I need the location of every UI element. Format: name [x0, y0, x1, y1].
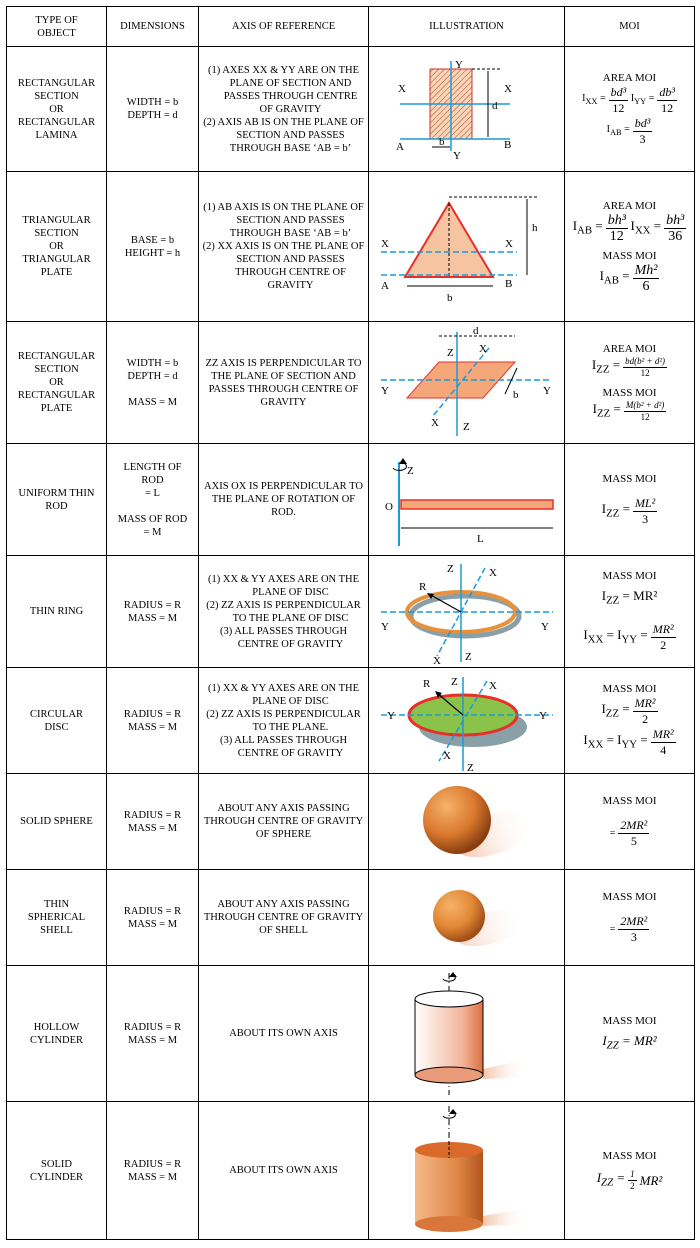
- illustration: [369, 47, 565, 172]
- object-dimensions: RADIUS = R MASS = M: [107, 668, 199, 774]
- header-illustration: ILLUSTRATION: [369, 7, 565, 47]
- label-y: Y: [380, 620, 389, 633]
- table-row: [7, 966, 695, 1102]
- label-r: R: [418, 580, 426, 593]
- moi-title: MASS MOI: [602, 472, 657, 485]
- object-dimensions: WIDTH = b DEPTH = d: [107, 47, 199, 172]
- label-o: O: [384, 500, 393, 513]
- moi-formula: MASS MOI $I_{ZZ}$ = $\frac{\text{MR²}}{2}$ $I_{XX} = I_{YY}$ = $\frac{\text{MR²}}{4}$: [565, 668, 695, 774]
- object-dimensions: WIDTH = b DEPTH = d MASS = M: [107, 322, 199, 444]
- moi-formula: MASS MOI $I_{ZZ}$ = $\frac{\text{ML²}}{3}$: [565, 444, 695, 556]
- axis-of-reference: ZZ AXIS IS PERPENDICULAR TO THE PLANE OF SECTION AND PASSES THROUGH CENTRE OF GRAVITY: [199, 322, 369, 444]
- moi-title: MASS MOI: [602, 794, 657, 807]
- label-z: Z: [462, 420, 470, 433]
- label-d: d: [491, 100, 497, 112]
- object-type: THIN RING: [7, 556, 107, 668]
- object-dimensions: LENGTH OF ROD = L MASS OF ROD = M: [107, 444, 199, 556]
- object-type: SOLID CYLINDER: [7, 1102, 107, 1240]
- axis-of-reference: [199, 668, 369, 774]
- moi-title: MASS MOI: [602, 683, 657, 695]
- header-axis: AXIS OF REFERENCE: [199, 7, 369, 47]
- axis-of-reference: ABOUT ANY AXIS PASSING THROUGH CENTRE OF GRAVITY OF SPHERE: [199, 774, 369, 870]
- label-h: h: [531, 221, 537, 234]
- illustration: [369, 1102, 565, 1240]
- moi-title: MASS MOI: [602, 1149, 657, 1162]
- label-b: b: [512, 388, 518, 401]
- label-x: X: [478, 342, 487, 355]
- axis-of-reference: ABOUT ITS OWN AXIS: [199, 1102, 369, 1240]
- table-row: [7, 870, 695, 966]
- object-type: SOLID SPHERE: [7, 774, 107, 870]
- moi-title: AREA MOI: [602, 199, 657, 212]
- spherical-shell-illustration: [397, 878, 537, 958]
- moi-formula: MASS MOI = $\frac{\text{2MR²}}{3}$: [565, 870, 695, 966]
- axis-item: (2) AXIS AB IS ON THE PLANE OF SECTION AND PASSES THROUGH BASE ‘AB = b’: [203, 116, 364, 154]
- label-z: Z: [464, 650, 472, 663]
- axis-of-reference: ABOUT ANY AXIS PASSING THROUGH CENTRE OF GRAVITY OF SHELL: [199, 870, 369, 966]
- label-a: A: [380, 279, 389, 292]
- axis-item: (2) ZZ AXIS IS PERPENDICULAR TO THE PLANE OF DISC: [206, 599, 361, 624]
- thin-ring-illustration: [377, 560, 557, 667]
- illustration: [369, 172, 565, 322]
- label-b: b: [438, 136, 444, 148]
- axis-of-reference: [199, 172, 369, 322]
- illustration: [369, 668, 565, 774]
- axis-item: (2) XX AXIS IS ON THE PLANE OF SECTION AND PASSES THROUGH CENTRE OF GRAVITY: [202, 241, 365, 291]
- moi-formula: MASS MOI $I_{ZZ} = MR^2$ $I_{XX} = I_{YY}$ = $\frac{\text{MR²}}{2}$: [565, 556, 695, 668]
- table-row: [7, 556, 695, 668]
- object-dimensions: RADIUS = R MASS = M: [107, 556, 199, 668]
- label-b-point: B: [504, 277, 512, 290]
- moi-title: MASS MOI: [602, 249, 657, 262]
- moi-title: AREA MOI: [602, 342, 657, 355]
- object-dimensions: RADIUS = R MASS = M: [107, 966, 199, 1102]
- label-x: X: [503, 83, 512, 95]
- table-row: [7, 47, 695, 172]
- label-y: Y: [386, 709, 395, 722]
- moi-title: AREA MOI: [602, 71, 657, 84]
- axis-item: (1) XX & YY AXES ARE ON THE PLANE OF DISC: [208, 682, 359, 707]
- moi-title: MASS MOI: [602, 386, 657, 399]
- label-y: Y: [380, 384, 389, 397]
- rectangular-lamina-illustration: [392, 59, 542, 162]
- illustration: [369, 322, 565, 444]
- solid-sphere-illustration: [397, 780, 537, 864]
- table-row: [7, 774, 695, 870]
- axis-item: (3) ALL PASSES THROUGH CENTRE OF GRAVITY: [219, 734, 348, 759]
- thin-rod-illustration: [377, 450, 557, 550]
- label-y: Y: [542, 384, 551, 397]
- label-b-point: B: [503, 139, 511, 151]
- label-y: Y: [540, 620, 549, 633]
- axis-of-reference: [199, 556, 369, 668]
- object-type: RECTANGULAR SECTION OR RECTANGULAR LAMINA: [7, 47, 107, 172]
- table-row: [7, 444, 695, 556]
- table-row: [7, 322, 695, 444]
- object-dimensions: RADIUS = R MASS = M: [107, 1102, 199, 1240]
- axis-item: (3) ALL PASSES THROUGH CENTRE OF GRAVITY: [219, 625, 348, 650]
- moi-formula: AREA MOI $I_{ZZ}$ = $\frac{\text{bd(b² + d²)}}{12}$ MASS MOI $I_{ZZ}$ = $\frac{\text{M(b² + d²)}}{12}$: [565, 322, 695, 444]
- label-z: Z: [466, 761, 474, 774]
- illustration: [369, 774, 565, 870]
- object-type: HOLLOW CYLINDER: [7, 966, 107, 1102]
- label-x: X: [488, 679, 497, 692]
- object-type: UNIFORM THIN ROD: [7, 444, 107, 556]
- illustration: [369, 966, 565, 1102]
- axis-item: (1) AXES XX & YY ARE ON THE PLANE OF SECTION AND PASSES THROUGH CENTRE OF GRAVITY: [208, 64, 359, 115]
- label-y: Y: [452, 150, 461, 162]
- triangle-illustration: [377, 187, 557, 307]
- label-l: L: [476, 532, 484, 545]
- label-x: X: [432, 654, 441, 667]
- moi-formula: MASS MOI $I_{ZZ} = MR^2$: [565, 966, 695, 1102]
- hollow-cylinder-illustration: [397, 969, 537, 1099]
- rectangular-plate-illustration: [377, 324, 557, 438]
- label-x: X: [397, 83, 406, 95]
- label-x: X: [504, 237, 513, 250]
- moi-formula: AREA MOI $I_{AB}$ = $\frac{\text{bh³}}{12}$ $I_{XX}$ = $\frac{\text{bh³}}{36}$ MASS MOI $I_{AB}$ = $\frac{\text{Mh²}}{6}$: [565, 172, 695, 322]
- moi-title: MASS MOI: [602, 890, 657, 903]
- label-x: X: [380, 237, 389, 250]
- label-z: Z: [446, 562, 454, 575]
- label-z: Z: [446, 346, 454, 359]
- label-x: X: [442, 749, 451, 762]
- label-r: R: [422, 677, 430, 690]
- illustration: [369, 870, 565, 966]
- circular-disc-illustration: [377, 671, 557, 774]
- label-x: X: [488, 566, 497, 579]
- object-type: THIN SPHERICAL SHELL: [7, 870, 107, 966]
- label-x: X: [430, 416, 439, 429]
- moi-title: MASS MOI: [602, 1014, 657, 1027]
- object-dimensions: BASE = b HEIGHT = h: [107, 172, 199, 322]
- axis-item: (1) AB AXIS IS ON THE PLANE OF SECTION AND PASSES THROUGH BASE ‘AB = b’: [203, 202, 364, 239]
- table-row: [7, 172, 695, 322]
- axis-item: (1) XX & YY AXES ARE ON THE PLANE OF DISC: [208, 573, 359, 598]
- header-moi: MOI: [565, 7, 695, 47]
- illustration: [369, 444, 565, 556]
- illustration: [369, 556, 565, 668]
- axis-of-reference: AXIS OX IS PERPENDICULAR TO THE PLANE OF ROTATION OF ROD.: [199, 444, 369, 556]
- table-row: [7, 1102, 695, 1240]
- object-dimensions: RADIUS = R MASS = M: [107, 870, 199, 966]
- axis-of-reference: [199, 47, 369, 172]
- axis-item: (2) ZZ AXIS IS PERPENDICULAR TO THE PLANE.: [206, 708, 361, 733]
- label-b: b: [446, 291, 452, 304]
- axis-of-reference: ABOUT ITS OWN AXIS: [199, 966, 369, 1102]
- object-type: TRIANGULAR SECTION OR TRIANGULAR PLATE: [7, 172, 107, 322]
- object-type: RECTANGULAR SECTION OR RECTANGULAR PLATE: [7, 322, 107, 444]
- label-d: d: [472, 324, 478, 337]
- label-z: Z: [450, 675, 458, 688]
- moi-formula: MASS MOI $I_{ZZ}$ = $\frac{1}{2}$ MR²: [565, 1102, 695, 1240]
- moi-formula: AREA MOI $I_{XX}$ = $\frac{\text{bd³}}{12}$ $I_{YY}$ = $\frac{\text{db³}}{12}$ $I_{AB}$ = $\frac{\text{bd³}}{3}$: [565, 47, 695, 172]
- moi-table: [6, 6, 695, 1240]
- solid-cylinder-illustration: [397, 1104, 537, 1238]
- moi-formula: MASS MOI = $\frac{\text{2MR²}}{5}$: [565, 774, 695, 870]
- label-z: Z: [406, 464, 414, 477]
- header-type: TYPE OF OBJECT: [7, 7, 107, 47]
- label-y: Y: [538, 709, 547, 722]
- moi-title: MASS MOI: [602, 570, 657, 583]
- header-row: [7, 7, 695, 47]
- label-a: A: [395, 141, 404, 153]
- label-y: Y: [454, 59, 463, 71]
- header-dimensions: DIMENSIONS: [107, 7, 199, 47]
- object-dimensions: RADIUS = R MASS = M: [107, 774, 199, 870]
- table-row: [7, 668, 695, 774]
- object-type: CIRCULAR DISC: [7, 668, 107, 774]
